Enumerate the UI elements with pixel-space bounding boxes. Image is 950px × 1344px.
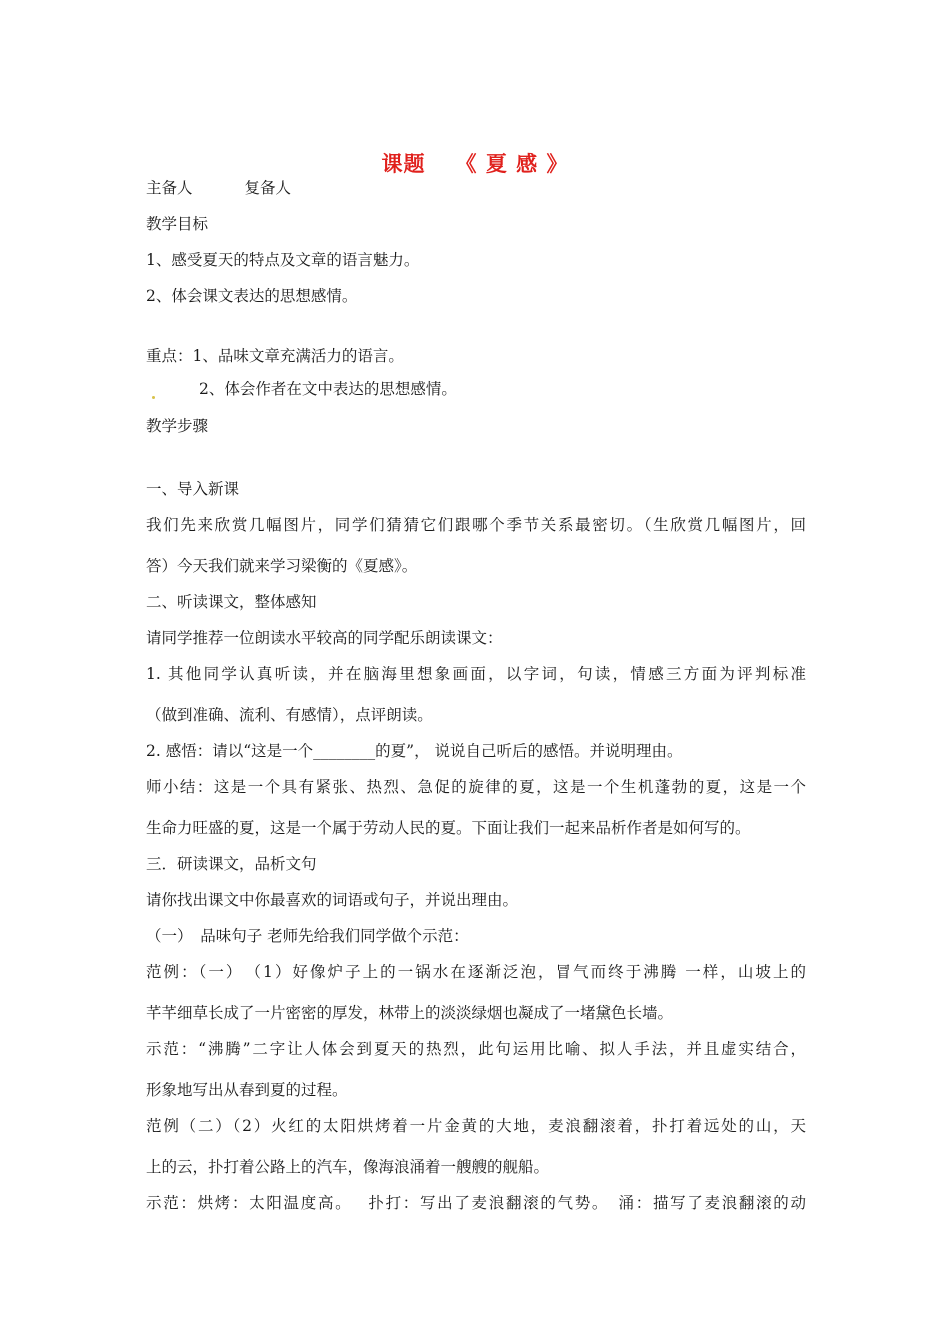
key-point-2-line bbox=[146, 379, 457, 399]
section2-heading: 二、听读课文，整体感知 bbox=[146, 593, 317, 611]
section2-intro: 请同学推荐一位朗读水平较高的同学配乐朗读课文： bbox=[146, 629, 503, 647]
objectives-heading: 教学目标 bbox=[146, 215, 209, 233]
demo1-line-2: 形象地写出从春到夏的过程。 bbox=[146, 1081, 348, 1099]
preparers-line bbox=[146, 178, 291, 198]
section2-item1-line-2: （做到准确、流利、有感情），点评朗读。 bbox=[146, 706, 433, 724]
demo1-line-1: 示范：“沸腾”二字让人体会到夏天的热烈，此句运用比喻、拟人手法，并且虚实结合， bbox=[146, 1040, 806, 1058]
example1-line-1: 范例：（一） （1）好像炉子上的一锅水在逐渐泛泡，冒气而终于沸腾 一样，山坡上的 bbox=[146, 963, 806, 981]
section3-heading: 三．研读课文，品析文句 bbox=[146, 855, 317, 873]
document-title bbox=[0, 148, 950, 178]
objective-item-1: 1、感受夏天的特点及文章的语言魅力。 bbox=[146, 251, 420, 269]
example2-line-2: 上的云，扑打着公路上的汽车，像海浪涌着一艘艘的舰船。 bbox=[146, 1158, 550, 1176]
secondary-preparer-label: 复备人 bbox=[244, 179, 292, 197]
section1-paragraph-line-2: 答）今天我们就来学习梁衡的《夏感》。 bbox=[146, 557, 418, 575]
key-point-1: 重点：1、品味文章充满活力的语言。 bbox=[146, 347, 404, 365]
example1-line-2: 芊芊细草长成了一片密密的厚发，林带上的淡淡绿烟也凝成了一堵黛色长墙。 bbox=[146, 1004, 674, 1022]
section3-sub1: （一） 品味句子 老师先给我们同学做个示范： bbox=[146, 927, 469, 945]
marker-dot bbox=[152, 396, 155, 399]
key-point-2: 2、体会作者在文中表达的思想感情。 bbox=[199, 380, 457, 398]
section1-heading: 一、导入新课 bbox=[146, 480, 240, 498]
section3-intro: 请你找出课文中你最喜欢的词语或句子，并说出理由。 bbox=[146, 891, 519, 909]
main-preparer-label: 主备人 bbox=[146, 179, 193, 197]
teacher-summary-line-2: 生命力旺盛的夏，这是一个属于劳动人民的夏。下面让我们一起来品析作者是如何写的。 bbox=[146, 819, 751, 837]
title-label: 课题 bbox=[381, 151, 426, 176]
demo2-line-1: 示范：烘烤：太阳温度高。 扑打：写出了麦浪翻滚的气势。 涌：描写了麦浪翻滚的动 bbox=[146, 1194, 806, 1212]
section1-paragraph-line-1: 我们先来欣赏几幅图片，同学们猜猜它们跟哪个季节关系最密切。（生欣赏几幅图片，回 bbox=[146, 516, 806, 534]
teacher-summary-line-1: 师小结：这是一个具有紧张、热烈、急促的旋律的夏，这是一个生机蓬勃的夏，这是一个 bbox=[146, 778, 806, 796]
example2-line-1: 范例（二）（2）火红的太阳烘烤着一片金黄的大地，麦浪翻滚着，扑打着远处的山，天 bbox=[146, 1117, 806, 1135]
section2-item2: 2. 感悟：请以“这是一个________的夏”， 说说自己听后的感悟。并说明理由。 bbox=[146, 742, 683, 760]
section2-item1-line-1: 1. 其他同学认真听读，并在脑海里想象画面，以字词，句读，情感三方面为评判标准 bbox=[146, 665, 806, 683]
objective-item-2: 2、体会课文表达的思想感情。 bbox=[146, 287, 358, 305]
steps-heading: 教学步骤 bbox=[146, 417, 209, 435]
title-book-name: 《 夏 感 》 bbox=[455, 151, 569, 176]
